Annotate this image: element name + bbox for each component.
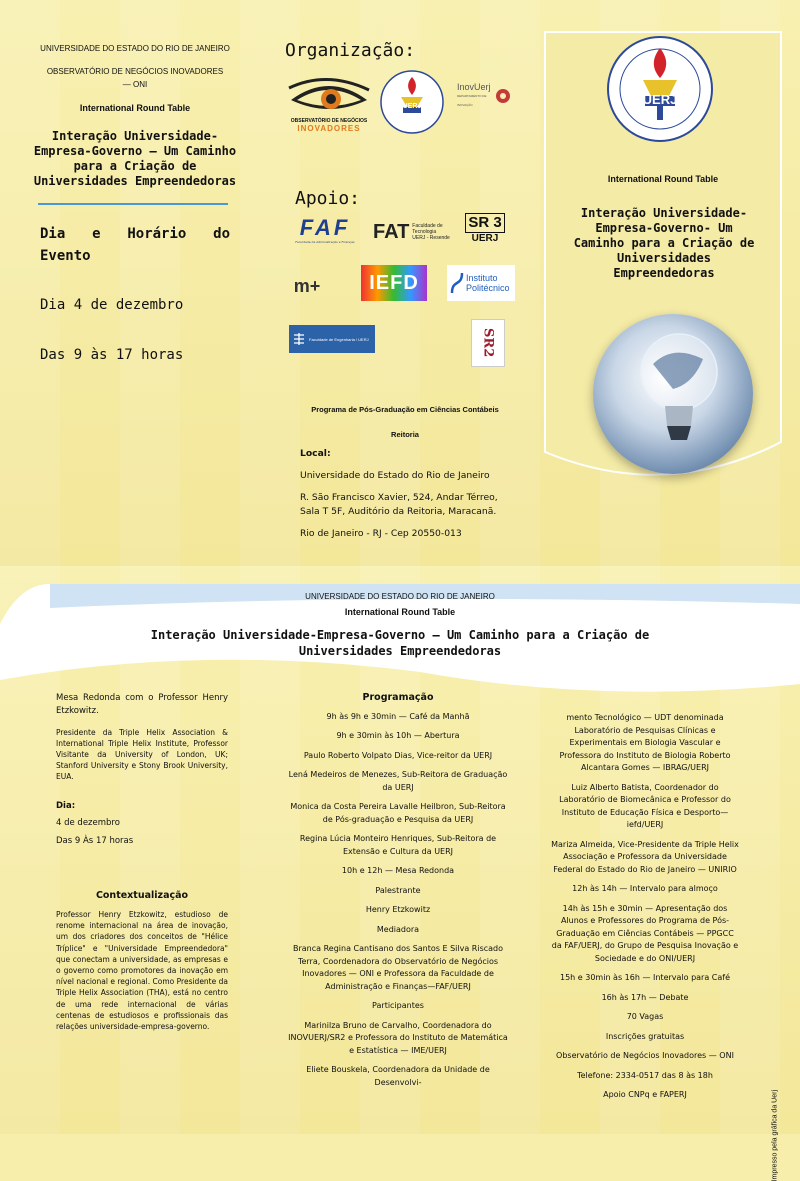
fat-logo: [373, 219, 455, 245]
program-item: 10h e 12h — Mesa Redonda: [341, 866, 455, 875]
program-item: Marinilza Bruno de Carvalho, Coordenadora do INOVUERJ/SR2 e Professora do Instituto de Matemática e Estatística — IME/UERJ: [288, 1020, 508, 1055]
program-item: Observatório de Negócios Inovadores — ONI: [556, 1051, 734, 1060]
university-name: UNIVERSIDADE DO ESTADO DO RIO DE JANEIRO: [40, 44, 230, 53]
uerj-small-label: UERJ: [402, 103, 422, 110]
support-logos: [285, 209, 525, 399]
brochure-outer-side: [0, 0, 800, 566]
program-item: Regina Lúcia Monteiro Henriques, Sub-Reitora de Extensão e Cultura da UERJ: [299, 834, 497, 856]
right-event-label: International Round Table: [607, 174, 719, 184]
iprj-line2: Politécnico: [466, 283, 510, 293]
iefd-logo: [361, 265, 427, 301]
iprj-logo: [447, 265, 515, 301]
uerj-torch-icon: [605, 34, 715, 144]
program-item: Palestrante: [375, 885, 421, 895]
inner-left-column: [56, 692, 228, 1039]
feng-label: Faculdade de Engenharia / UERJ: [309, 336, 369, 342]
program-item: mento Tecnológico — UDT denominada Laboratório de Pesquisas Clínicas e Experimentais em Biologia Vascular e Professora do Instituto de Biologia Roberto Alcantara Gomes — IBRAG/UERJ: [559, 713, 731, 772]
program-item: 15h e 30min às 16h — Intervalo para Café: [559, 973, 731, 982]
date-heading: Dia e Horário do Evento: [40, 226, 230, 264]
eye-icon: [287, 78, 371, 118]
program-item: Henry Etzkowitz: [365, 905, 431, 914]
program-item: 16h às 17h — Debate: [601, 992, 689, 1002]
program-continued-list: [550, 712, 740, 1102]
program-item: Luiz Alberto Batista, Coordenador do Laboratório de Biomecânica e Professor do Instituto de Educação Física e Desporto—iefd/UERJ: [559, 782, 731, 829]
right-event-title: Interação Universidade-Empresa-Governo- Um Caminho para a Criação de Universidades Empreendedoras: [573, 206, 755, 280]
mplus-label: m+: [293, 275, 321, 296]
program-item: Eliete Bouskela, Coordenadora da Unidade de Desenvolvi-: [306, 1065, 490, 1087]
venue-name: Universidade do Estado do Rio de Janeiro: [300, 470, 490, 481]
oni-logo: [285, 75, 373, 135]
program-item: Inscrições gratuitas: [605, 1031, 685, 1041]
inovuerj-label: InovUerj: [457, 81, 491, 92]
support-heading: Apoio:: [295, 188, 361, 209]
sr2-logo: [471, 319, 505, 367]
banner-text: [0, 592, 800, 659]
feng-logo: [289, 325, 375, 353]
divider: [38, 203, 228, 205]
sr3-sub: UERJ: [471, 232, 499, 244]
venue-city: Rio de Janeiro - RJ - Cep 20550-013: [300, 528, 462, 539]
program-item: Paulo Roberto Volpato Dias, Vice-reitor da UERJ: [303, 750, 493, 760]
iefd-label: IEFD: [369, 271, 419, 294]
program-heading: Programação: [362, 692, 434, 703]
program-continued-column: [550, 712, 740, 1109]
lightbulb-globe-image: [593, 314, 753, 474]
bio-text: Presidente da Triple Helix Association & International Triple Helix Institute, Professor Visitante da University of London, UK; Stanford University e Stony Brook University, EUA.: [56, 728, 228, 781]
program-item: 9h às 9h e 30min — Café da Manhã: [326, 711, 470, 721]
day-label: Dia:: [56, 801, 76, 811]
program-list: [285, 711, 511, 1090]
banner-event-label: International Round Table: [344, 607, 456, 617]
event-hours: Das 9 às 17 horas: [40, 347, 184, 363]
lightbulb-icon: [593, 314, 753, 474]
program-item: Branca Regina Cantisano dos Santos E Silva Riscado Terra, Coordenadora do Observatório de Negócios Inovadores — ONI e Professora da Faculdade de Administração e Finanças—FAF/UERJ: [292, 944, 504, 991]
event-title: Interação Universidade-Empresa-Governo – Um Caminho para a Criação de Universidades Empreendedoras: [33, 129, 237, 188]
venue-block: [300, 447, 500, 549]
oni-logo-line1: OBSERVATÓRIO DE NEGÓCIOS: [290, 117, 368, 124]
postgrad-program: Programa de Pós-Graduação em Ciências Contábeis: [311, 405, 499, 414]
fat-sub2: Tecnologia: [412, 229, 437, 235]
mplus-logo: [287, 271, 327, 301]
observatory-name: OBSERVATÓRIO DE NEGÓCIOS INOVADORES — ONI: [46, 67, 224, 89]
fat-sub1: Faculdade de: [412, 223, 443, 229]
venue-label: Local:: [300, 448, 331, 459]
fat-sub3: UERJ - Resende: [412, 235, 450, 241]
sr3-label: SR 3: [465, 213, 504, 233]
program-item: Apoio CNPq e FAPERJ: [603, 1090, 687, 1099]
day-hours: Das 9 Às 17 horas: [56, 836, 134, 846]
program-item: Mariza Almeida, Vice-Presidente da Triple Helix Associação e Professora da Universidade Federal do Estado do Rio de Janeiro — UNIRIO: [551, 839, 739, 874]
gear-icon: [493, 86, 513, 106]
rectory: Reitoria: [391, 430, 419, 439]
event-date: Dia 4 de dezembro: [40, 297, 184, 313]
uerj-seal-small: [379, 69, 445, 135]
program-item: Lená Medeiros de Menezes, Sub-Reitora de Graduação da UERJ: [288, 770, 508, 792]
printer-credit: Impresso pela gráfica da Uerj: [771, 1090, 778, 1181]
uerj-torch-icon: [379, 69, 445, 135]
context-heading: Contextualização: [95, 889, 189, 901]
program-item: 9h e 30min às 10h — Abertura: [336, 731, 460, 740]
fat-label: FAT: [373, 220, 410, 243]
intro-text: Mesa Redonda com o Professor Henry Etzkowitz.: [56, 693, 228, 716]
wave-icon: [450, 269, 464, 297]
banner-title: Interação Universidade-Empresa-Governo – Um Caminho para a Criação de Universidades Empreendedoras: [150, 628, 650, 658]
program-item: Mediadora: [376, 924, 420, 934]
program-column: [285, 692, 511, 1096]
program-item: Telefone: 2334-0517 das 8 às 18h: [577, 1070, 713, 1080]
engineering-icon: [292, 332, 306, 346]
uerj-large-label: UERJ: [642, 92, 678, 107]
oni-logo-line2: INOVADORES: [297, 123, 361, 133]
organizer-logos: [285, 69, 525, 164]
program-item: 70 Vagas: [626, 1012, 664, 1021]
inovuerj-logo: [457, 81, 521, 111]
banner-university: UNIVERSIDADE DO ESTADO DO RIO DE JANEIRO: [305, 592, 495, 601]
program-item: Participantes: [372, 1001, 424, 1010]
event-label: International Round Table: [79, 103, 191, 113]
program-item: 12h às 14h — Intervalo para almoço: [572, 884, 718, 893]
cover-left-panel: [30, 40, 240, 363]
brochure-inner-side: [0, 566, 800, 1181]
cover-right-panel: [545, 32, 781, 482]
faf-sub: Faculdade de Administração e Finanças: [295, 240, 355, 244]
faf-label: FAF: [299, 215, 351, 240]
iprj-line1: Instituto: [466, 273, 498, 283]
context-text: Professor Henry Etzkowitz, estudioso de renome internacional na área de inovação, um dos criadores dos conceitos de "Hélice Tríplice" e "Universidade Empreendedora" que conectam a universidade, as empresas e o governo como promotores da inovação em nível nacional e regional. Como Presidente da Triple Helix Association (THA), está no centro de uma rede internacional de várias centenas de estudiosos e profissionais das relações universidade-empresa-governo.: [56, 910, 228, 1032]
sponsors-panel: [285, 40, 525, 439]
organization-heading: Organização:: [285, 40, 416, 61]
program-item: Monica da Costa Pereira Lavalle Heilbron, Sub-Reitora de Pós-graduação e Pesquisa da UERJ: [290, 802, 506, 824]
faf-logo: [287, 213, 363, 247]
program-item: 14h às 15h e 30min — Apresentação dos Alunos e Professores do Programa de Pós-Graduação em Ciências Contábeis — PPGCC da FAF/UERJ, do Grupo de Pesquisa Inovação e Sociedade e do ONI/UERJ: [551, 903, 739, 963]
sr2-label: SR2: [480, 328, 496, 358]
sr3-logo: [465, 209, 505, 247]
venue-address: R. São Francisco Xavier, 524, Andar Térreo, Sala T 5F, Auditório da Reitoria, Maracanã.: [300, 492, 498, 517]
inovuerj-sub: DEPARTAMENTO DE INOVAÇÃO: [457, 93, 487, 107]
uerj-seal-large: [605, 34, 715, 144]
day-date: 4 de dezembro: [56, 817, 120, 828]
